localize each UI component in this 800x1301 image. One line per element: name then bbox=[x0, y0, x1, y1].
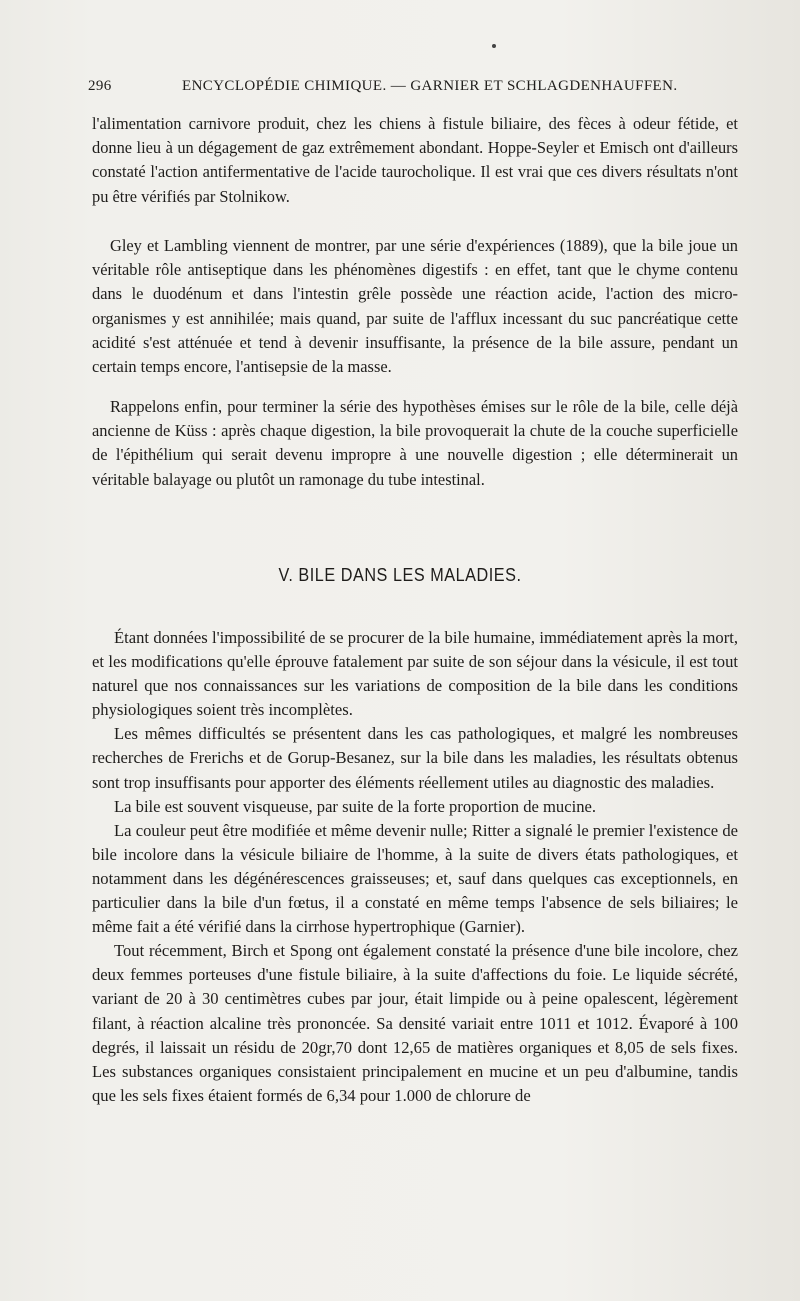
paragraph: La couleur peut être modifiée et même devenir nulle; Ritter a signalé le premier l'existence de bile incolore dans la vésicule biliaire de l'homme, à la suite de divers états pathologiques, et notamment dans les dégénérescences graisseuses; et, sauf dans quelques cas exceptionnels, en particulier dans la bile d'un fœtus, il a constaté en même temps l'absence de sels biliaires; le même fait a été vérifié dans la cirrhose hypertrophique (Garnier). bbox=[92, 820, 738, 937]
paragraph-kuss bbox=[92, 395, 738, 492]
paragraph-gley-lambling bbox=[92, 234, 738, 379]
section-body bbox=[92, 626, 738, 1108]
paragraph: La bile est souvent visqueuse, par suite de la forte proportion de mucine. bbox=[114, 796, 597, 816]
section-heading: V. BILE DANS LES MALADIES. bbox=[278, 565, 522, 585]
paragraph: Tout récemment, Birch et Spong ont également constaté la présence d'une bile incolore, chez deux femmes porteuses d'une fistule biliaire, à la suite d'affections du foie. Le liquide sécrété, variant de 20 à 30 centimètres cubes par jour, était limpide ou à peine opalescent, légèrement filant, à réaction alcaline très prononcée. Sa densité variait entre 1011 et 1012. Évaporé à 100 degrés, il laissait un résidu de 20gr,70 dont 12,65 de matières organiques et 8,05 de sels fixes. Les substances organiques consistaient principalement en mucine et un peu d'albumine, tandis que les sels fixes étaient formés de 6,34 pour 1.000 de chlorure de bbox=[92, 941, 738, 1105]
paragraph: Rappelons enfin, pour terminer la série des hypothèses émises sur le rôle de la bile, celle déjà ancienne de Küss : après chaque digestion, la bile provoquerait la chute de la couche superficielle de l'épithélium qui serait devenu impropre à une nouvelle digestion ; elle déterminerait un véritable balayage ou plutôt un ramonage du tube intestinal. bbox=[92, 397, 738, 489]
page-number: 296 bbox=[88, 78, 112, 94]
print-speck bbox=[492, 44, 496, 48]
paragraph-continuation bbox=[92, 112, 738, 209]
paragraph: Gley et Lambling viennent de montrer, par une série d'expériences (1889), que la bile joue un véritable rôle antiseptique dans les phénomènes digestifs : en effet, tant que le chyme contenu dans le duodénum et dans l'intestin grêle possède une réaction acide, l'action des micro-organismes y est annihilée; mais quand, par suite de l'afflux incessant du suc pancréatique cette acidité s'est atténuée et tend à devenir insuffisante, la présence de la bile assure, pendant un certain temps encore, l'antisepsie de la masse. bbox=[92, 236, 738, 377]
paragraph: Étant données l'impossibilité de se procurer de la bile humaine, immédiatement après la mort, et les modifications qu'elle éprouve fatalement par suite de son séjour dans la vésicule, il est tout naturel que nos connaissances sur les variations de composition de la bile dans les conditions physiologiques soient très incomplètes. bbox=[92, 628, 738, 720]
paragraph: l'alimentation carnivore produit, chez les chiens à fistule biliaire, des fèces à odeur fétide, et donne lieu à un dégagement de gaz extrêmement abondant. Hoppe-Seyler et Emisch ont d'ailleurs constaté l'action antifermentative de l'acide taurocholique. Il est vrai que ces divers résultats n'ont pu être vérifiés par Stolnikow. bbox=[92, 114, 738, 206]
running-title: ENCYCLOPÉDIE CHIMIQUE. — GARNIER ET SCHLAGDENHAUFFEN. bbox=[182, 78, 678, 94]
paragraph: Les mêmes difficultés se présentent dans les cas pathologiques, et malgré les nombreuses recherches de Frerichs et de Gorup-Besanez, sur la bile dans les maladies, les résultats obtenus sont trop insuffisants pour apporter des éléments réellement utiles au diagnostic des maladies. bbox=[92, 724, 738, 792]
